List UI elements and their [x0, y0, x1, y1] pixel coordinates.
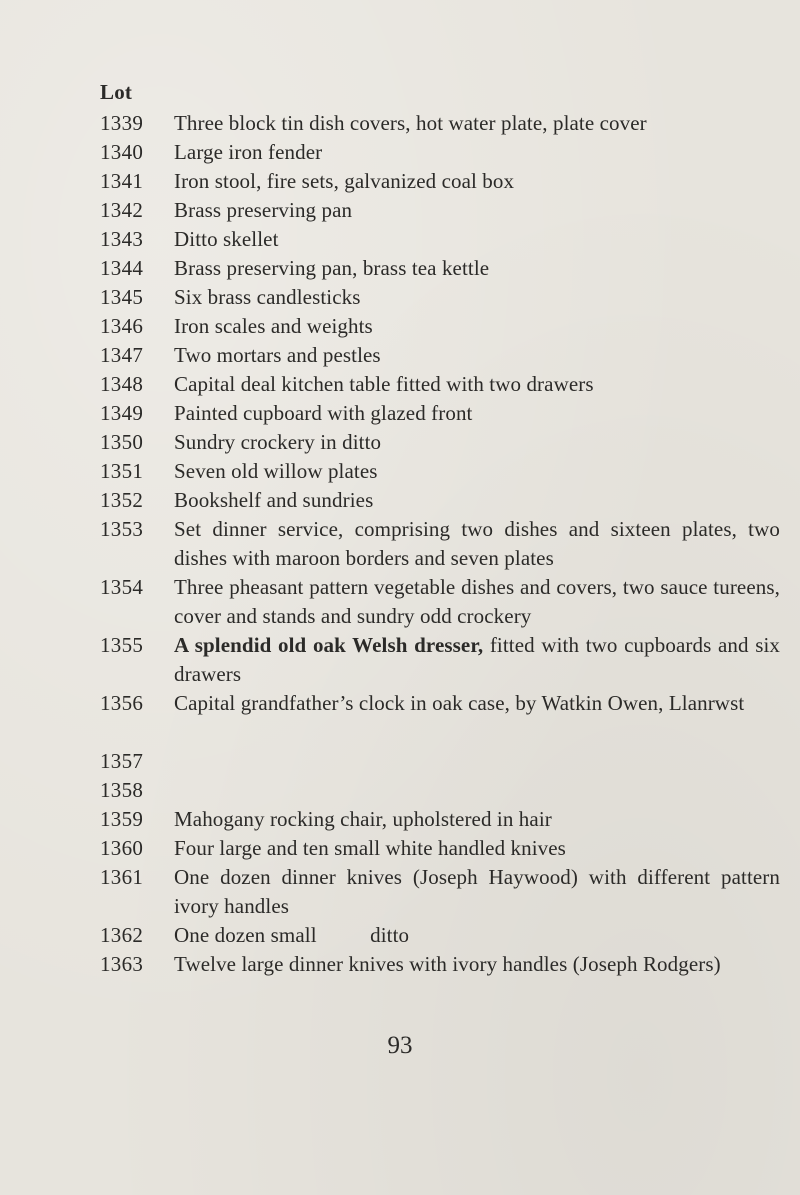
- lot-column-heading: Lot: [100, 80, 133, 104]
- lot-number: 1350: [100, 430, 144, 454]
- lot-number: 1355: [100, 633, 144, 657]
- lot-description-highlight: A splendid old oak Welsh dresser,: [174, 633, 484, 657]
- lot-number: 1348: [100, 372, 144, 396]
- lot-entry: [100, 747, 780, 776]
- lot-entry: [100, 254, 780, 283]
- lot-description: Iron stool, fire sets, galvanized coal box: [174, 169, 515, 193]
- lot-description: Iron scales and weights: [174, 314, 373, 338]
- lot-description: Capital deal kitchen table fitted with two drawers: [174, 372, 594, 396]
- lot-entry: [100, 225, 780, 254]
- lot-entry: [100, 428, 780, 457]
- lot-entry: [100, 950, 780, 979]
- lot-description: Set dinner service, comprising two dishes and sixteen plates, two dishes with maroon borders and seven plates: [174, 517, 780, 570]
- lot-entry: [100, 805, 780, 834]
- lot-description: [174, 776, 780, 805]
- lot-entry: [100, 486, 780, 515]
- lot-number: 1361: [100, 865, 144, 889]
- lot-description: Brass preserving pan: [174, 198, 353, 222]
- lot-entry: [100, 689, 780, 718]
- lot-number: 1340: [100, 140, 144, 164]
- lot-description: [174, 747, 780, 776]
- lot-entry: [100, 341, 780, 370]
- lot-number: 1359: [100, 807, 144, 831]
- lot-number: 1358: [100, 778, 144, 802]
- lot-description: Three block tin dish covers, hot water plate, plate cover: [174, 111, 647, 135]
- lot-description: Painted cupboard with glazed front: [174, 401, 473, 425]
- lot-entry: [100, 457, 780, 486]
- lot-number: 1343: [100, 227, 144, 251]
- lot-description: Mahogany rocking chair, upholstered in hair: [174, 807, 552, 831]
- lot-description: Three pheasant pattern vegetable dishes and covers, two sauce tureens, cover and stands and sundry odd crockery: [174, 575, 780, 628]
- lot-list: [100, 109, 780, 979]
- lot-entry: [100, 921, 780, 950]
- lot-number: 1352: [100, 488, 144, 512]
- lot-description: Capital grandfather’s clock in oak case, by Watkin Owen, Llanrwst: [174, 691, 745, 715]
- lot-entry: [100, 196, 780, 225]
- lot-number: 1339: [100, 111, 144, 135]
- lot-entry: [100, 863, 780, 921]
- page-number: 93: [387, 1032, 413, 1059]
- lot-number: 1347: [100, 343, 144, 367]
- lot-entry: [100, 515, 780, 573]
- lot-description: Large iron fender: [174, 140, 323, 164]
- lot-number: 1344: [100, 256, 144, 280]
- lot-description: Two mortars and pestles: [174, 343, 381, 367]
- lot-description: Seven old willow plates: [174, 459, 378, 483]
- lot-description: Twelve large dinner knives with ivory handles (Joseph Rodgers): [174, 952, 721, 976]
- lot-number: 1342: [100, 198, 144, 222]
- lot-number: 1349: [100, 401, 144, 425]
- lot-description: [174, 631, 780, 689]
- lot-number: 1356: [100, 691, 144, 715]
- lot-description: Six brass candlesticks: [174, 285, 361, 309]
- lot-description: One dozen dinner knives (Joseph Haywood) with different pattern ivory handles: [174, 865, 780, 918]
- lot-entry: [100, 138, 780, 167]
- lot-number: 1360: [100, 836, 144, 860]
- lot-entry: [100, 834, 780, 863]
- lot-number: 1363: [100, 952, 144, 976]
- lot-number: 1357: [100, 749, 144, 773]
- lot-entry: [100, 370, 780, 399]
- lot-number: 1354: [100, 575, 144, 599]
- lot-entry: [100, 283, 780, 312]
- lot-number: 1345: [100, 285, 144, 309]
- lot-entry: [100, 399, 780, 428]
- lot-description: Brass preserving pan, brass tea kettle: [174, 256, 490, 280]
- lot-entry: [100, 573, 780, 631]
- lot-description: Sundry crockery in ditto: [174, 430, 382, 454]
- lot-number: 1346: [100, 314, 144, 338]
- lot-description-rest: fitted with two cupboards and six drawers: [174, 633, 781, 686]
- lot-description: One dozen small ditto: [174, 923, 410, 947]
- lot-entry: [100, 167, 780, 196]
- lot-description: Four large and ten small white handled knives: [174, 836, 566, 860]
- lot-entry: [100, 109, 780, 138]
- lot-number: 1351: [100, 459, 144, 483]
- lot-entry: [100, 312, 780, 341]
- lot-description: Bookshelf and sundries: [174, 488, 374, 512]
- lot-number: 1362: [100, 923, 144, 947]
- lot-entry: [100, 631, 780, 689]
- lot-number: 1353: [100, 517, 144, 541]
- lot-description: Ditto skellet: [174, 227, 279, 251]
- lot-number: 1341: [100, 169, 144, 193]
- lot-entry: [100, 776, 780, 805]
